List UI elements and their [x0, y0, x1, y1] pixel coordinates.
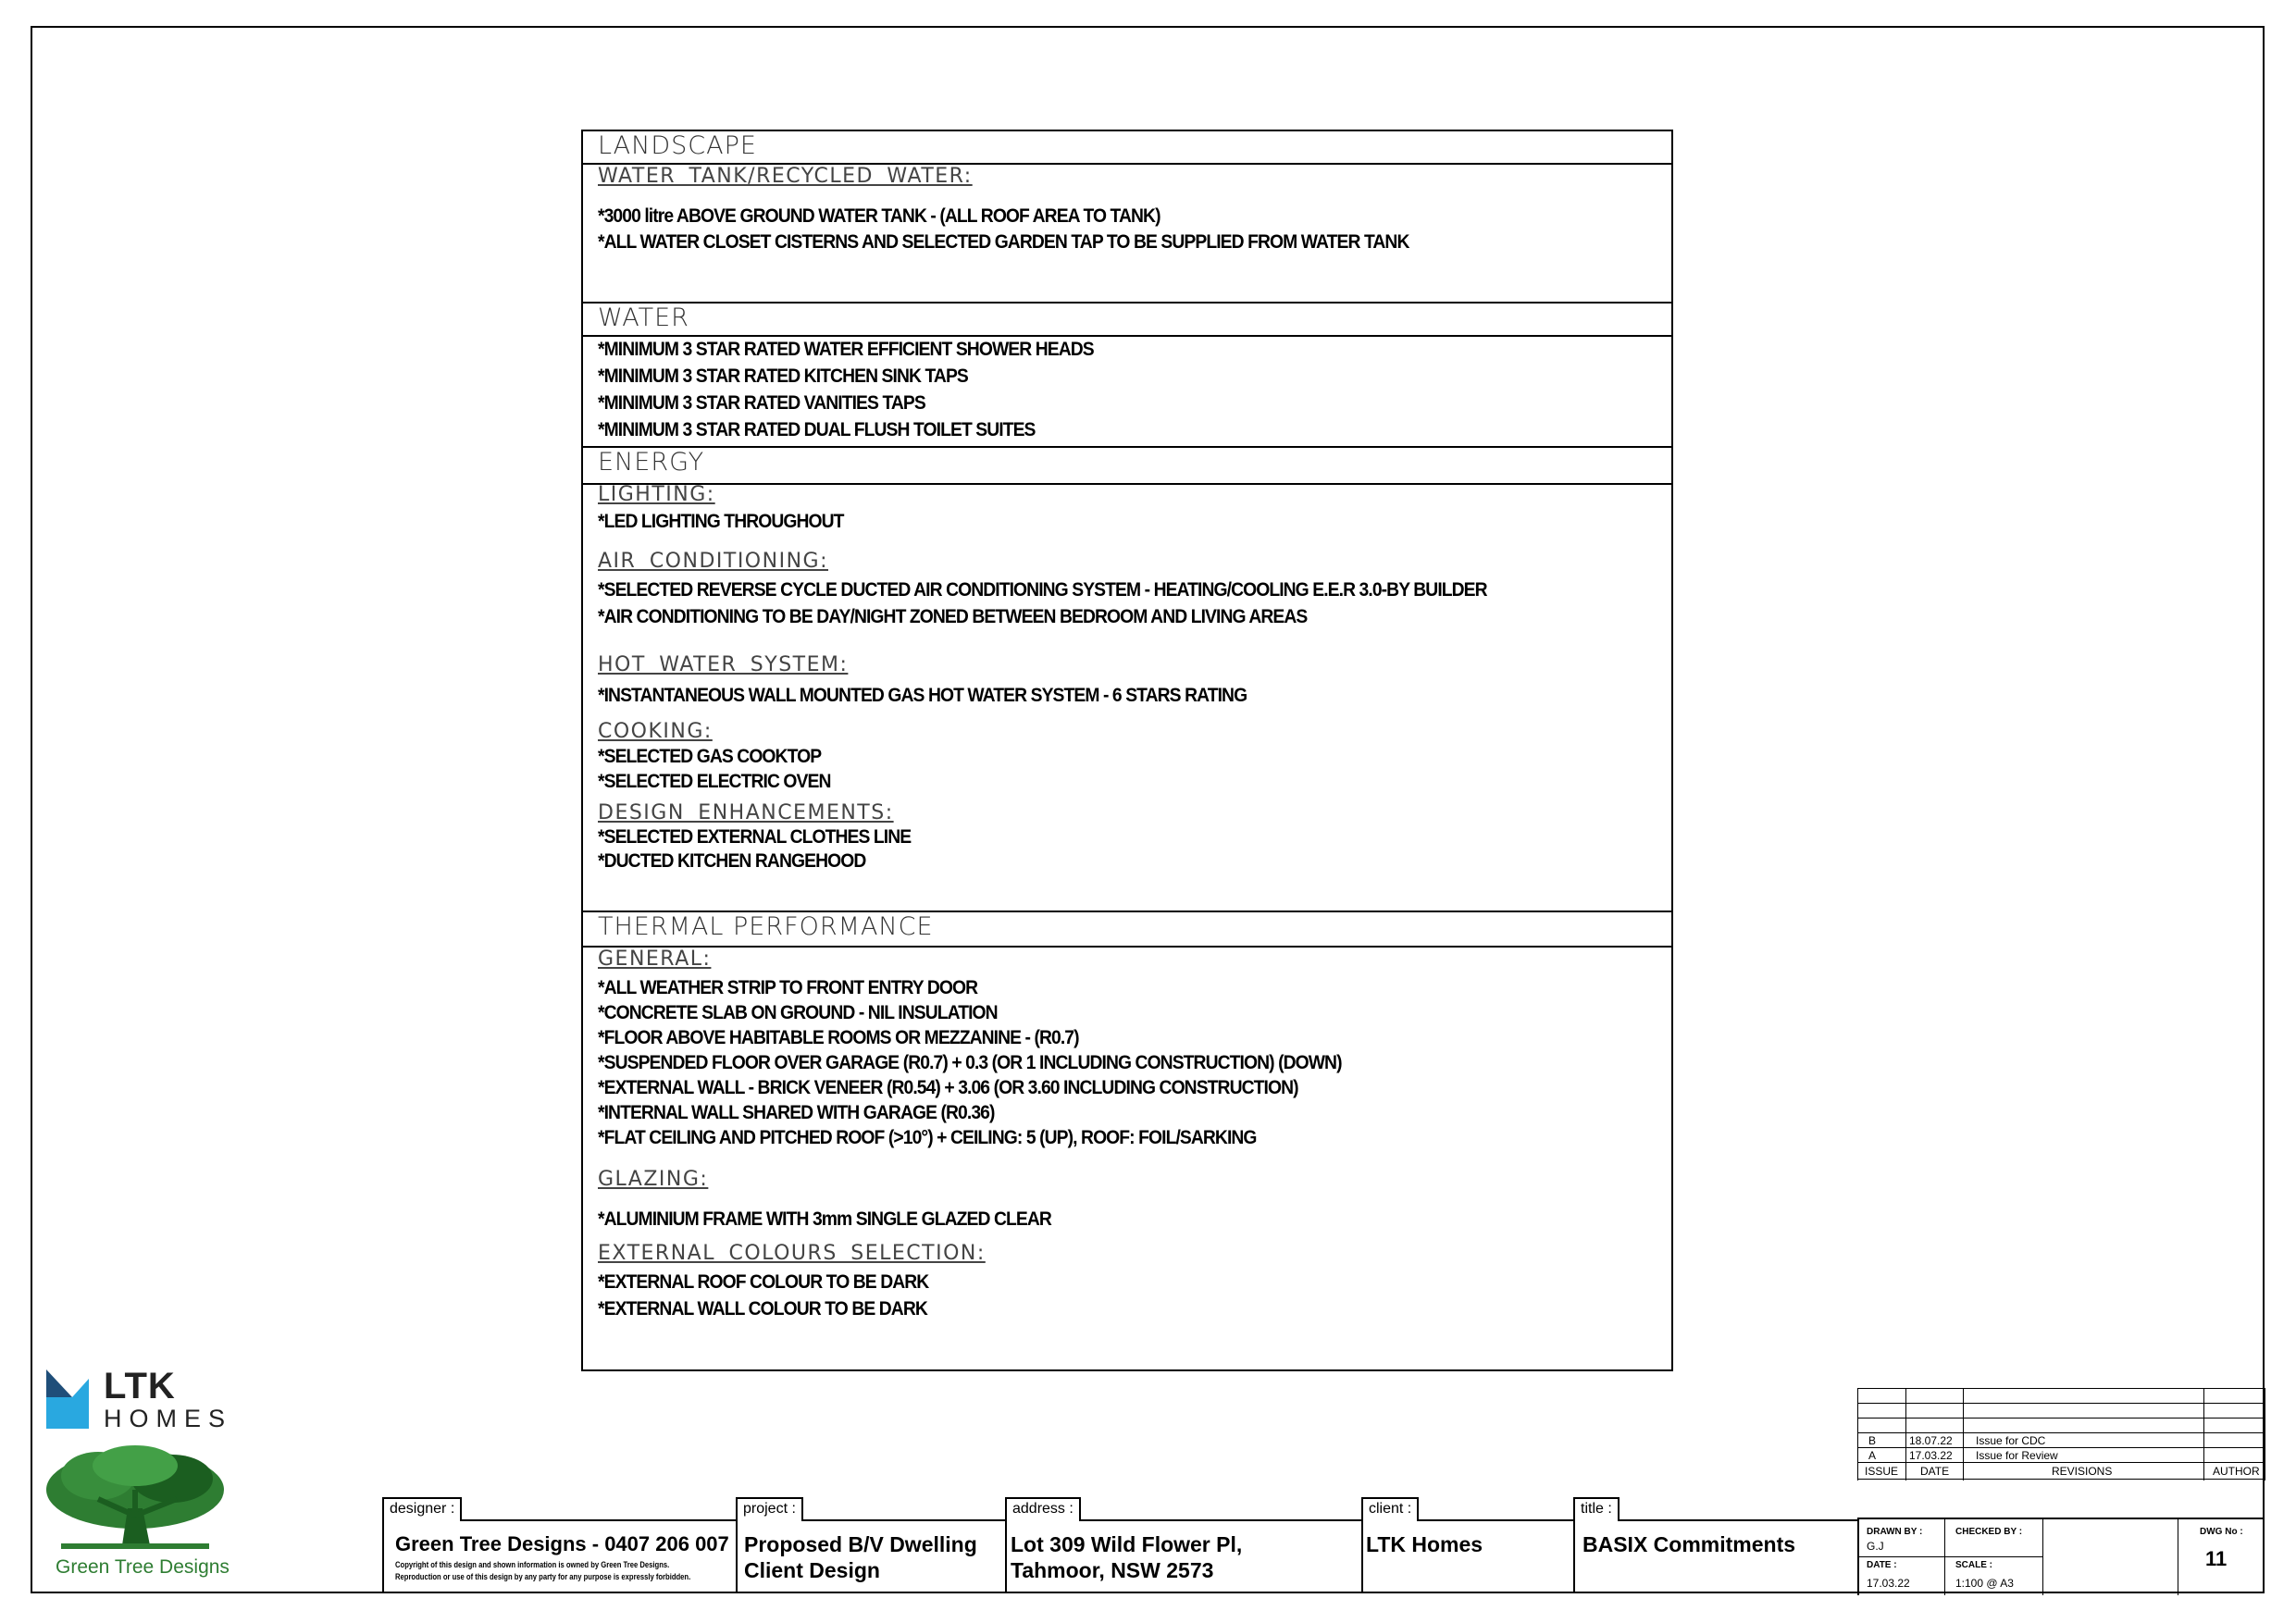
- rev-desc: Issue for Review: [1976, 1449, 2058, 1462]
- designer-name: Green Tree Designs - 0407 206 007: [395, 1532, 729, 1555]
- divider: [1361, 1497, 1363, 1593]
- subheading-hot-water: HOT WATER SYSTEM:: [598, 653, 849, 676]
- ltk-wordmark: LTK: [104, 1366, 176, 1406]
- rev-date: 17.03.22: [1909, 1449, 1953, 1462]
- section-title-water: WATER: [598, 304, 689, 332]
- list-item: *EXTERNAL WALL COLOUR TO BE DARK: [598, 1298, 927, 1319]
- project-type: Client Design: [744, 1558, 880, 1582]
- list-item: *EXTERNAL WALL - BRICK VENEER (R0.54) + 3.06 (OR 3.60 INCLUDING CONSTRUCTION): [598, 1077, 1298, 1098]
- list-item: *SELECTED EXTERNAL CLOTHES LINE: [598, 826, 912, 848]
- list-item: *SELECTED ELECTRIC OVEN: [598, 771, 831, 792]
- address-line: Lot 309 Wild Flower Pl,: [1011, 1532, 1243, 1556]
- divider: [1005, 1497, 1007, 1593]
- project-label: project :: [736, 1497, 803, 1521]
- scale-value: 1:100 @ A3: [1955, 1577, 2014, 1590]
- checked-by-label: CHECKED BY :: [1955, 1527, 2023, 1537]
- divider: [583, 483, 1671, 485]
- ltk-homes-logo: [46, 1362, 233, 1434]
- title-label: title :: [1573, 1497, 1620, 1521]
- dwg-no-label: DWG No :: [2200, 1527, 2243, 1537]
- list-item: *MINIMUM 3 STAR RATED DUAL FLUSH TOILET SUITES: [598, 419, 1036, 440]
- divider: [583, 446, 1671, 448]
- subheading-glazing: GLAZING:: [598, 1168, 709, 1191]
- list-item: *CONCRETE SLAB ON GROUND - NIL INSULATION: [598, 1002, 998, 1023]
- section-title-thermal: THERMAL PERFORMANCE: [598, 912, 934, 941]
- divider: [736, 1497, 738, 1593]
- green-tree-designs-logo: [43, 1443, 228, 1590]
- address-line: Tahmoor, NSW 2573: [1011, 1558, 1214, 1582]
- divider: [583, 335, 1671, 337]
- scale-label: SCALE :: [1955, 1560, 1992, 1570]
- date-label: DATE :: [1867, 1560, 1897, 1570]
- tree-icon: [43, 1443, 228, 1555]
- project-name: Proposed B/V Dwelling: [744, 1532, 977, 1556]
- list-item: *MINIMUM 3 STAR RATED WATER EFFICIENT SHOWER HEADS: [598, 339, 1094, 360]
- dwg-no-value: 11: [2205, 1547, 2228, 1570]
- gtd-name: Green Tree Designs: [56, 1556, 230, 1578]
- list-item: *INSTANTANEOUS WALL MOUNTED GAS HOT WATER SYSTEM - 6 STARS RATING: [598, 685, 1247, 706]
- list-item: *ALL WATER CLOSET CISTERNS AND SELECTED GARDEN TAP TO BE SUPPLIED FROM WATER TANK: [598, 231, 1409, 253]
- list-item: *3000 litre ABOVE GROUND WATER TANK - (ALL ROOF AREA TO TANK): [598, 205, 1160, 227]
- subheading-water-tank: WATER TANK/RECYCLED WATER:: [598, 165, 973, 188]
- list-item: *SUSPENDED FLOOR OVER GARAGE (R0.7) + 0.3 (OR 1 INCLUDING CONSTRUCTION) (DOWN): [598, 1052, 1342, 1073]
- subheading-cooking: COOKING:: [598, 720, 713, 743]
- list-item: *FLAT CEILING AND PITCHED ROOF (>10°) + CEILING: 5 (UP), ROOF: FOIL/SARKING: [598, 1127, 1257, 1148]
- client-label: client :: [1361, 1497, 1419, 1521]
- subheading-lighting: LIGHTING:: [598, 483, 715, 506]
- divider: [382, 1497, 384, 1593]
- header-revisions: REVISIONS: [2052, 1465, 2113, 1478]
- header-issue: ISSUE: [1865, 1465, 1899, 1478]
- subheading-general: GENERAL:: [598, 948, 712, 971]
- subheading-air-conditioning: AIR CONDITIONING:: [598, 550, 828, 573]
- list-item: *INTERNAL WALL SHARED WITH GARAGE (R0.36): [598, 1102, 995, 1123]
- list-item: *MINIMUM 3 STAR RATED KITCHEN SINK TAPS: [598, 365, 968, 387]
- drawn-by-value: G.J: [1867, 1540, 1884, 1553]
- ltk-homes-text: HOMES: [104, 1405, 233, 1432]
- rev-desc: Issue for CDC: [1976, 1434, 2046, 1447]
- list-item: *DUCTED KITCHEN RANGEHOOD: [598, 850, 866, 872]
- list-item: *LED LIGHTING THROUGHOUT: [598, 511, 844, 532]
- drawing-title: BASIX Commitments: [1582, 1532, 1796, 1556]
- list-item: *EXTERNAL ROOF COLOUR TO BE DARK: [598, 1271, 929, 1293]
- list-item: *ALUMINIUM FRAME WITH 3mm SINGLE GLAZED CLEAR: [598, 1208, 1051, 1230]
- rev-issue: B: [1868, 1434, 1877, 1447]
- subheading-external-colours: EXTERNAL COLOURS SELECTION:: [598, 1242, 986, 1265]
- ltk-mark-icon: [46, 1369, 98, 1431]
- subheading-design-enhancements: DESIGN ENHANCEMENTS:: [598, 801, 894, 824]
- header-date: DATE: [1920, 1465, 1950, 1478]
- list-item: *MINIMUM 3 STAR RATED VANITIES TAPS: [598, 392, 925, 414]
- list-item: *SELECTED REVERSE CYCLE DUCTED AIR CONDITIONING SYSTEM - HEATING/COOLING E.E.R 3.0-BY BUILDER: [598, 579, 1487, 601]
- list-item: *SELECTED GAS COOKTOP: [598, 746, 822, 767]
- drawing-info: [1857, 1518, 2265, 1593]
- designer-label: designer :: [382, 1497, 462, 1521]
- copyright-line: Reproduction or use of this design by any party for any purpose is expressly forbidden.: [395, 1572, 691, 1581]
- list-item: *ALL WEATHER STRIP TO FRONT ENTRY DOOR: [598, 977, 978, 998]
- list-item: *FLOOR ABOVE HABITABLE ROOMS OR MEZZANINE - (R0.7): [598, 1027, 1079, 1048]
- list-item: *AIR CONDITIONING TO BE DAY/NIGHT ZONED BETWEEN BEDROOM AND LIVING AREAS: [598, 606, 1308, 627]
- divider: [583, 302, 1671, 304]
- rev-issue: A: [1868, 1449, 1877, 1462]
- client-name: LTK Homes: [1366, 1532, 1483, 1556]
- divider: [583, 946, 1671, 948]
- drawn-by-label: DRAWN BY :: [1867, 1527, 1923, 1537]
- divider: [1573, 1497, 1575, 1593]
- section-title-landscape: LANDSCAPE: [598, 131, 757, 160]
- section-title-energy: ENERGY: [598, 448, 705, 477]
- copyright-line: Copyright of this design and shown information is owned by Green Tree Designs.: [395, 1560, 670, 1569]
- header-author: AUTHOR: [2213, 1465, 2260, 1478]
- address-label: address :: [1005, 1497, 1081, 1521]
- basix-schedule: [581, 130, 1673, 1371]
- date-value: 17.03.22: [1867, 1577, 1910, 1590]
- rev-date: 18.07.22: [1909, 1434, 1953, 1447]
